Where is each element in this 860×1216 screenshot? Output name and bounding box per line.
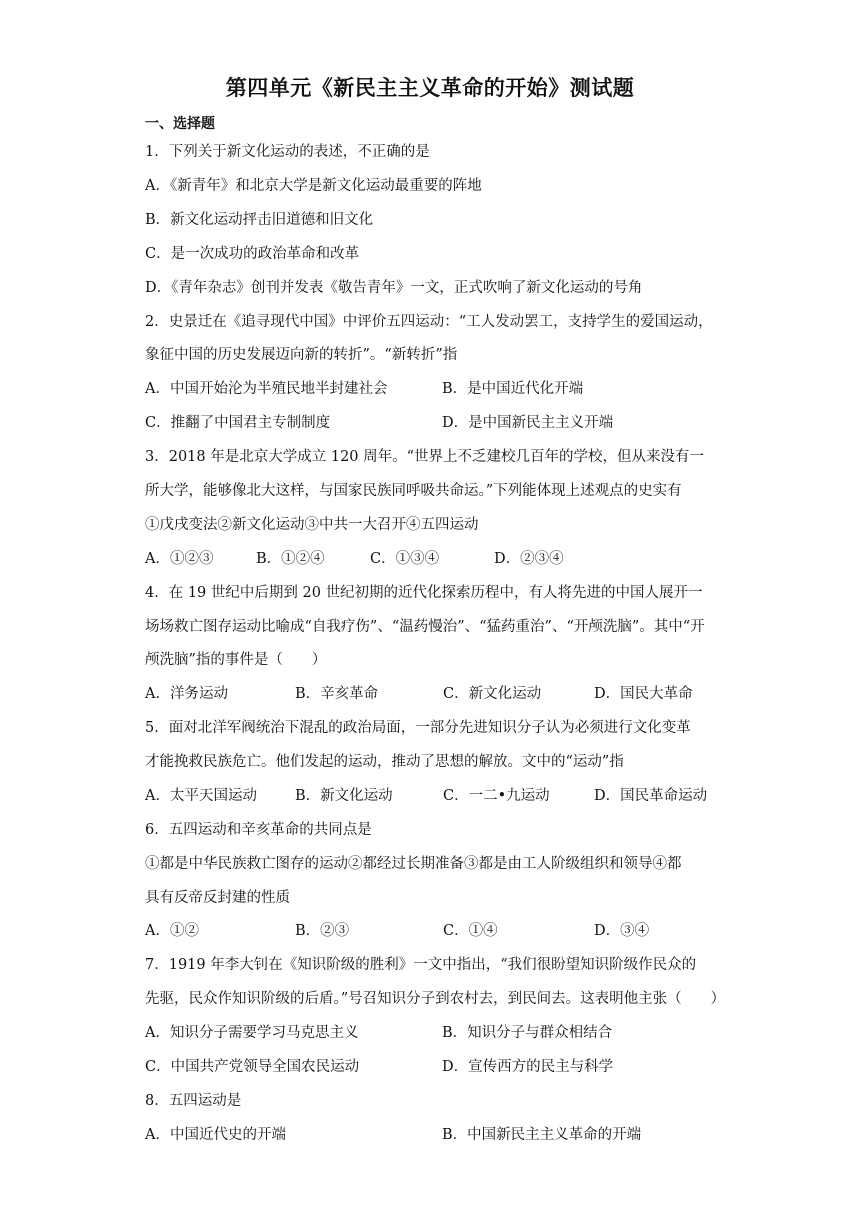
question-1-option-d: D．《青年杂志》创刊并发表《敬告青年》一文，正式吹响了新文化运动的号角	[145, 280, 643, 296]
question-1-stem: 1．下列关于新文化运动的表述，不正确的是	[145, 144, 430, 160]
question-8-stem: 8．五四运动是	[145, 1093, 242, 1109]
question-5-option-c: C．一二•九运动	[443, 788, 550, 804]
question-4-option-d: D．国民大革命	[594, 686, 693, 702]
question-8-option-a: A．中国近代史的开端	[145, 1127, 286, 1143]
question-5-stem-line-1: 5．面对北洋军阀统治下混乱的政治局面，一部分先进知识分子认为必须进行文化变革	[145, 720, 691, 736]
question-6-option-c: C．①④	[443, 923, 498, 939]
question-2-option-c: C．推翻了中国君主专制制度	[145, 415, 331, 431]
question-6-stem-line-1: 6．五四运动和辛亥革命的共同点是	[145, 822, 372, 838]
question-4-stem-line-3: 颅洗脑”指的事件是（ ）	[145, 652, 327, 668]
question-3-option-d: D．②③④	[494, 551, 564, 567]
question-4-option-a: A．洋务运动	[145, 686, 228, 702]
question-6-option-b: B．②③	[295, 923, 350, 939]
question-4-option-c: C．新文化运动	[443, 686, 542, 702]
question-3-option-b: B．①②④	[256, 551, 325, 567]
question-7-stem-line-2: 先驱，民众作知识阶级的后盾。”号召知识分子到农村去，到民间去。这表明他主张（ ）	[145, 991, 726, 1007]
question-4-option-b: B．辛亥革命	[295, 686, 379, 702]
question-5-stem-line-2: 才能挽救民族危亡。他们发起的运动，推动了思想的解放。文中的“运动”指	[145, 754, 624, 770]
question-2-option-b: B．是中国近代化开端	[442, 381, 584, 397]
question-8-option-b: B．中国新民主主义革命的开端	[442, 1127, 642, 1143]
question-7-option-d: D．宣传西方的民主与科学	[442, 1059, 614, 1075]
question-3-stem-line-3: ①戊戌变法②新文化运动③中共一大召开④五四运动	[145, 517, 479, 533]
question-3-stem-line-1: 3．2018 年是北京大学成立 120 周年。“世界上不乏建校几百年的学校，但从来没有一	[145, 449, 705, 465]
question-2-option-d: D．是中国新民主主义开端	[442, 415, 614, 431]
question-4-stem-line-1: 4．在 19 世纪中后期到 20 世纪初期的近代化探索历程中，有人将先进的中国人展开一	[145, 585, 703, 601]
question-7-option-c: C．中国共产党领导全国农民运动	[145, 1059, 360, 1075]
question-2-option-a: A．中国开始沦为半殖民地半封建社会	[145, 381, 388, 397]
question-5-option-d: D．国民革命运动	[594, 788, 708, 804]
question-3-option-c: C．①③④	[370, 551, 440, 567]
question-2-stem-line-2: 象征中国的历史发展迈向新的转折”。“新转折”指	[145, 347, 458, 363]
question-2-stem-line-1: 2．史景迁在《追寻现代中国》中评价五四运动：“工人发动罢工，支持学生的爱国运动，	[145, 314, 713, 330]
question-4-stem-line-2: 场场救亡图存运动比喻成“自我疗伤”、“温药慢治”、“猛药重治”、“开颅洗脑”。其中“开	[145, 619, 705, 635]
question-5-option-b: B．新文化运动	[295, 788, 393, 804]
question-7-option-a: A．知识分子需要学习马克思主义	[145, 1025, 359, 1041]
question-6-option-a: A．①②	[145, 923, 199, 939]
question-3-option-a: A．①②③	[145, 551, 214, 567]
question-6-stem-line-2: ①都是中华民族救亡图存的运动②都经过长期准备③都是由工人阶级组织和领导④都	[145, 856, 682, 872]
section-heading: 一、选择题	[145, 116, 215, 132]
question-6-option-d: D．③④	[594, 923, 650, 939]
question-1-option-b: B．新文化运动抨击旧道德和旧文化	[145, 212, 374, 228]
question-7-stem-line-1: 7．1919 年李大钊在《知识阶级的胜利》一文中指出，“我们很盼望知识阶级作民众的	[145, 957, 697, 973]
question-6-stem-line-3: 具有反帝反封建的性质	[145, 890, 290, 906]
question-3-stem-line-2: 所大学，能够像北大这样，与国家民族同呼吸共命运。”下列能体现上述观点的史实有	[145, 483, 682, 499]
question-1-option-c: C．是一次成功的政治革命和改革	[145, 246, 360, 262]
question-5-option-a: A．太平天国运动	[145, 788, 257, 804]
question-7-option-b: B．知识分子与群众相结合	[442, 1025, 613, 1041]
page-title: 第四单元《新民主主义革命的开始》测试题	[225, 76, 635, 100]
question-1-option-a: A．《新青年》和北京大学是新文化运动最重要的阵地	[145, 178, 482, 194]
